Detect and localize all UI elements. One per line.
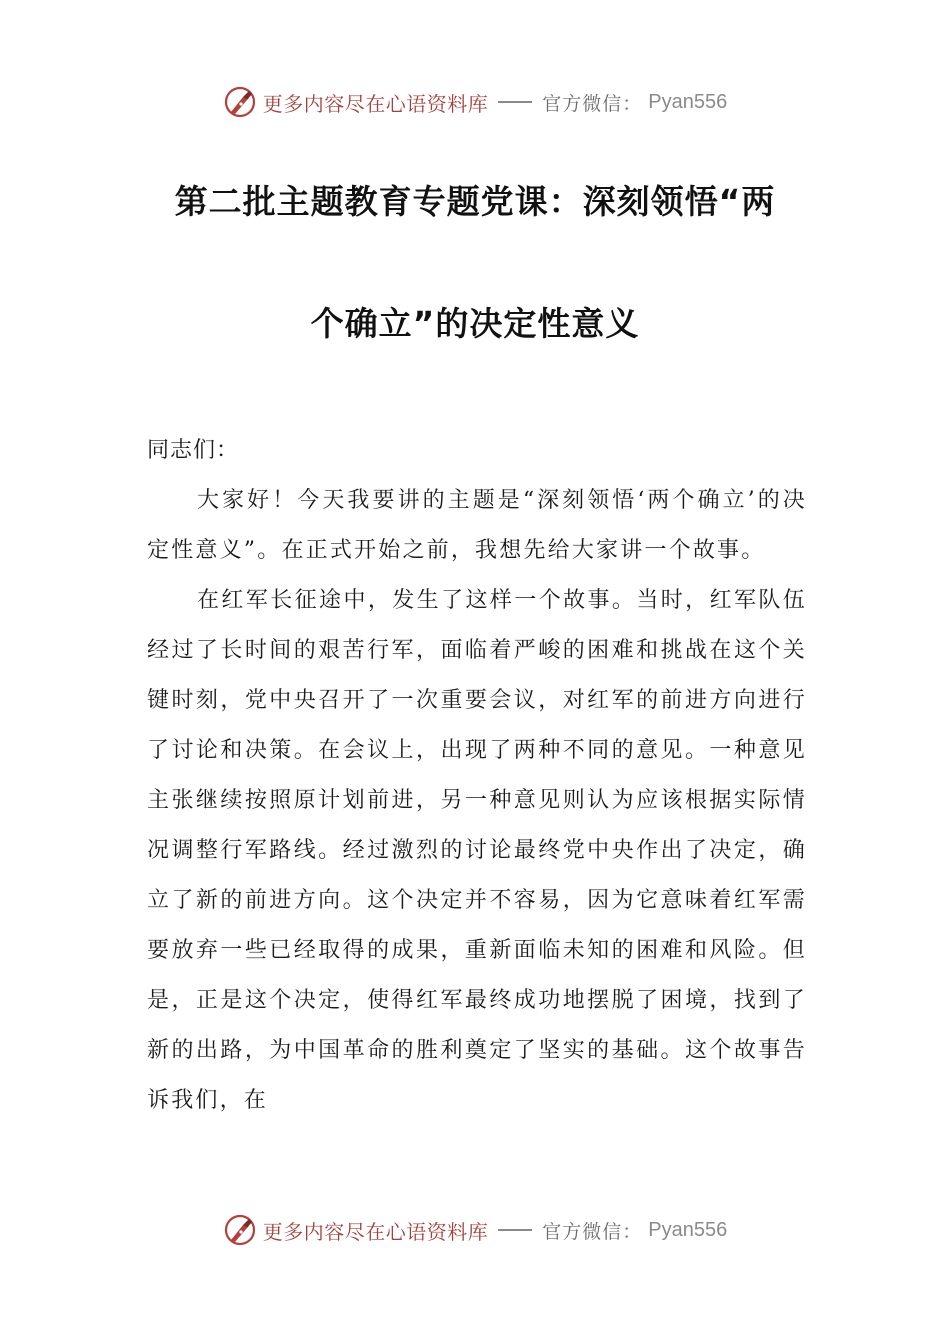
banner-dash-divider — [498, 1229, 532, 1231]
body-paragraph: 大家好！今天我要讲的主题是“深刻领悟‘两个确立’的决定性意义”。在正式开始之前，我想先给大家讲一个故事。 — [147, 488, 807, 563]
header-banner — [0, 82, 950, 122]
pen-nib-logo-icon — [223, 1213, 257, 1247]
footer-banner — [0, 1210, 950, 1250]
banner-wechat-id: Pyan556 — [648, 90, 728, 113]
body-paragraph: 在红军长征途中，发生了这样一个故事。当时，红军队伍经过了长时间的艰苦行军，面临着严峻的困难和挑战在这个关键时刻，党中央召开了一次重要会议，对红军的前进方向进行了讨论和决策。在会议上，出现了两种不同的意见。一种意见主张继续按照原计划前进，另一种意见则认为应该根据实际情况调整行军路线。经过激烈的讨论最终党中央作出了决定，确立了新的前进方向。这个决定并不容易，因为它意味着红军需要放弃一些已经取得的成果，重新面临未知的困难和风险。但是，正是这个决定，使得红军最终成功地摆脱了困境，找到了新的出路，为中国革命的胜利奠定了坚实的基础。这个故事告诉我们，在 — [147, 588, 807, 1113]
banner-brand-text: 更多内容尽在心语资料库 — [262, 1219, 489, 1244]
banner-wechat-label: 官方微信： — [542, 1220, 643, 1243]
document-title-line-1: 第二批主题教育专题党课：深刻领悟“两 — [174, 182, 776, 221]
banner-wechat-label: 官方微信： — [542, 92, 643, 115]
banner-wechat-id: Pyan556 — [648, 1218, 728, 1241]
banner-dash-divider — [498, 101, 532, 103]
salutation: 同志们： — [147, 438, 240, 463]
document-body — [147, 426, 807, 1126]
pen-nib-logo-icon — [223, 85, 257, 119]
banner-brand-text: 更多内容尽在心语资料库 — [262, 91, 489, 116]
document-title-line-2: 个确立”的决定性意义 — [310, 304, 640, 343]
